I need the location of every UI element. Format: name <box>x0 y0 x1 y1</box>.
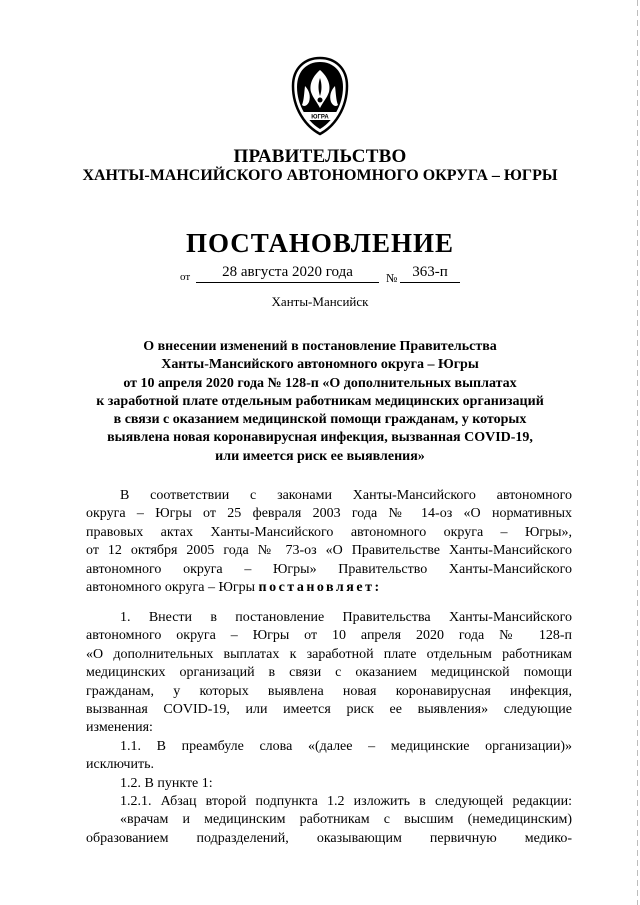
city-name: Ханты-Мансийск <box>271 294 369 309</box>
subject-line: от 10 апреля 2020 года № 128-п «О дополнительных выплатах <box>123 375 517 391</box>
subject-line: выявлена новая коронавирусная инфекция, вызванная COVID-19, <box>107 430 533 446</box>
scan-edge <box>637 0 638 905</box>
document-number: 363-п <box>400 264 460 283</box>
text-line: автономного округа – Югры от 10 апреля 2020 года № 128-п <box>86 628 572 644</box>
coat-of-arms-icon <box>285 56 355 136</box>
date-number-line <box>180 264 470 286</box>
subject-line: или имеется риск ее выявления» <box>215 448 425 464</box>
number-label: № <box>386 271 398 285</box>
amendments-section <box>86 609 572 848</box>
text-line: автономного округа – Югры» Правительство Ханты-Мансийского <box>86 561 572 577</box>
text-line: гражданам, у которых выявлена новая коронавирусная инфекция, <box>86 683 572 699</box>
text-line <box>86 579 572 597</box>
text-line: округа – Югры от 25 февраля 2003 года № 14-оз «О нормативных <box>86 506 572 522</box>
text-line: 1.2.1. Абзац второй подпункта 1.2 изложить в следующей редакции: <box>120 794 572 810</box>
preamble-paragraph <box>86 487 572 597</box>
text-line: В соответствии с законами Ханты-Мансийского автономного <box>120 488 572 503</box>
text-line: изменения: <box>86 720 153 736</box>
svg-text:ЮГРА: ЮГРА <box>311 114 329 121</box>
subject-line: О внесении изменений в постановление Правительства <box>143 339 497 354</box>
subject-line: в связи с оказанием медицинской помощи гражданам, у которых <box>113 412 527 428</box>
subject-line: Ханты-Мансийского автономного округа – Югры <box>161 357 479 373</box>
text-line: правовых актах Ханты-Мансийского автономного округа – Югры», <box>86 524 572 540</box>
text-line: 1.2. В пункте 1: <box>120 775 213 791</box>
text-line: вызванная COVID-19, или имеется риск ее выявления» следующие <box>86 702 572 718</box>
text-line: 1.1. В преамбуле слова «(далее – медицинские организации)» <box>120 738 572 754</box>
document-subject <box>60 338 580 466</box>
text-fragment: автономного округа – Югры <box>86 580 255 596</box>
text-line: «врачам и медицинским работникам с высшим (немедицинским) <box>120 812 572 828</box>
region-title: ХАНТЫ-МАНСИЙСКОГО АВТОНОМНОГО ОКРУГА – ЮГРЫ <box>82 167 558 184</box>
text-line: «О дополнительных выплатах к заработной плате отдельным работникам <box>86 646 572 662</box>
text-line: образованием подразделений, оказывающим первичную медико- <box>86 830 572 846</box>
coat-of-arms-emblem <box>285 56 355 136</box>
text-line: исключить. <box>86 757 154 773</box>
document-type: ПОСТАНОВЛЕНИЕ <box>185 228 455 258</box>
subject-line: к заработной плате отдельным работникам медицинских организаций <box>96 393 544 409</box>
government-title: ПРАВИТЕЛЬСТВО <box>233 146 407 167</box>
resolves-word: постановляет: <box>258 580 382 596</box>
text-line: 1. Внести в постановление Правительства Ханты-Мансийского <box>120 610 572 625</box>
text-line: от 12 октября 2005 года № 73-оз «О Правительстве Ханты-Мансийского <box>86 543 572 559</box>
document-date: 28 августа 2020 года <box>196 264 379 283</box>
date-label: от <box>180 271 191 283</box>
text-line: медицинских организаций в связи с оказанием медицинской помощи <box>86 665 572 681</box>
